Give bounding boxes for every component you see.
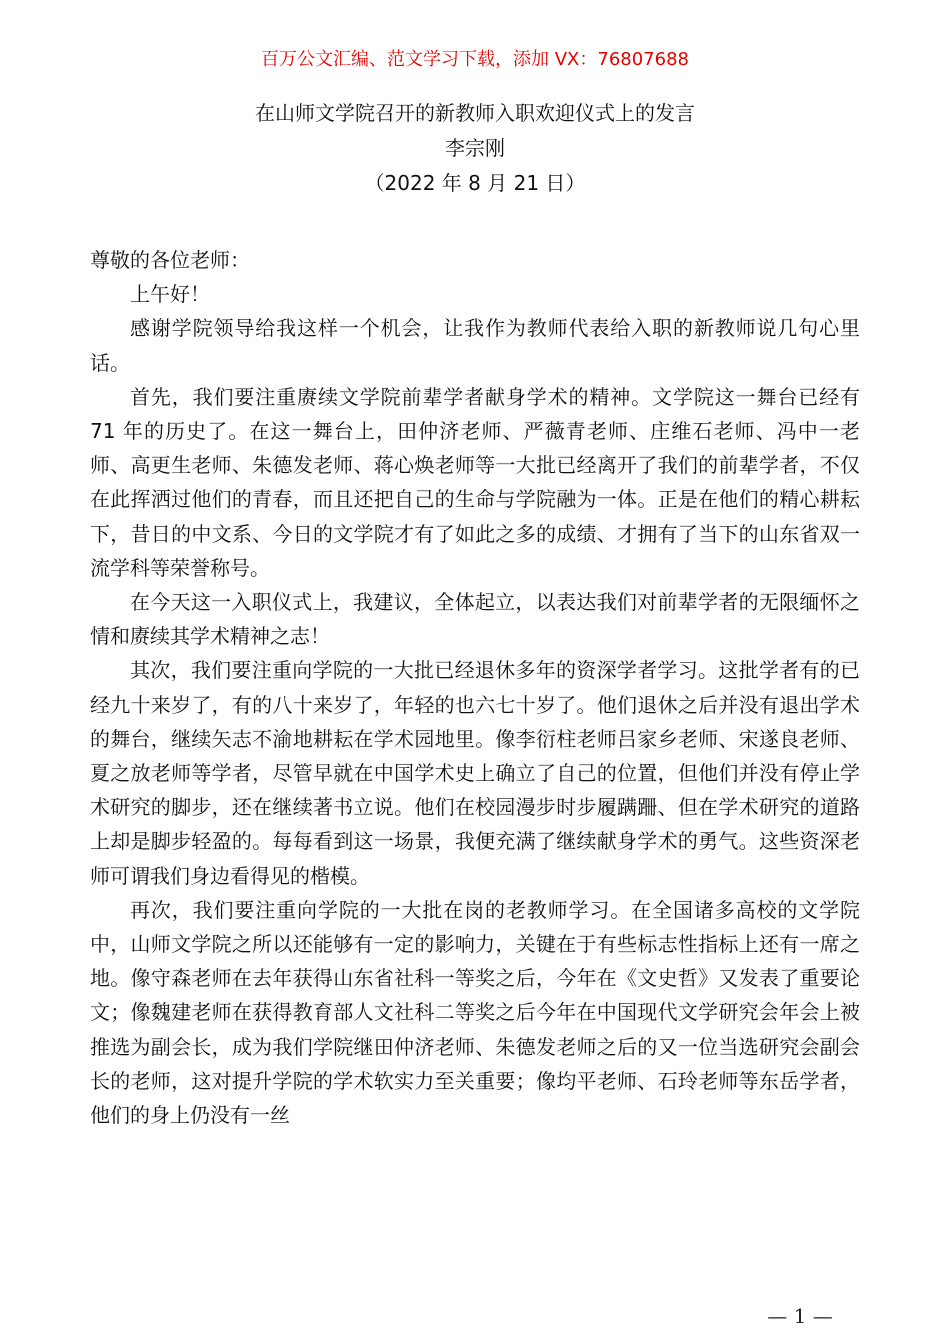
page-number: — 1 — xyxy=(767,1304,833,1328)
document-title: 在山师文学院召开的新教师入职欢迎仪式上的发言 xyxy=(255,101,695,125)
document-body xyxy=(90,243,860,1132)
paragraph-thanks: 感谢学院领导给我这样一个机会，让我作为教师代表给入职的新教师说几句心里话。 xyxy=(90,316,860,375)
paragraph-first-point: 首先，我们要注重赓续文学院前辈学者献身学术的精神。文学院这一舞台已经有 71 年的历史了。在这一舞台上，田仲济老师、严薇青老师、庄维石老师、冯中一老师、高更生老师、朱德发老师、蒋心焕老师等一大批已经离开了我们的前辈学者，不仅在此挥洒过他们的青春，而且还把自己的生命与学院融为一体。正是在他们的精心耕耘下，昔日的中文系、今日的文学院才有了如此之多的成绩、才拥有了当下的山东省双一流学科等荣誉称号。 xyxy=(90,384,860,580)
paragraph-greeting: 上午好！ xyxy=(130,282,210,307)
paragraph-stand-up: 在今天这一入职仪式上，我建议，全体起立，以表达我们对前辈学者的无限缅怀之情和赓续其学术精神之志！ xyxy=(90,590,860,649)
header-banner: 百万公文汇编、范文学习下载，添加 VX：76807688 xyxy=(261,49,689,70)
paragraph-second-point: 其次，我们要注重向学院的一大批已经退休多年的资深学者学习。这批学者有的已经九十来岁了，有的八十来岁了，年轻的也六七十岁了。他们退休之后并没有退出学术的舞台，继续矢志不渝地耕耘在学术园地里。像李衍柱老师吕家乡老师、宋遂良老师、夏之放老师等学者，尽管早就在中国学术史上确立了自己的位置，但他们并没有停止学术研究的脚步，还在继续著书立说。他们在校园漫步时步履蹒跚、但在学术研究的道路上却是脚步轻盈的。每每看到这一场景，我便充满了继续献身学术的勇气。这些资深老师可谓我们身边看得见的楷模。 xyxy=(90,658,860,888)
author-name: 李宗刚 xyxy=(445,136,505,160)
title-block xyxy=(0,96,950,201)
paragraph-third-point: 再次，我们要注重向学院的一大批在岗的老教师学习。在全国诸多高校的文学院中，山师文学院之所以还能够有一定的影响力，关键在于有些标志性指标上还有一席之地。像守森老师在去年获得山东省社科一等奖之后，今年在《文史哲》又发表了重要论文；像魏建老师在获得教育部人文社科二等奖之后今年在中国现代文学研究会年会上被推选为副会长，成为我们学院继田仲济老师、朱德发老师之后的又一位当选研究会副会长的老师，这对提升学院的学术软实力至关重要；像均平老师、石玲老师等东岳学者，他们的身上仍没有一丝 xyxy=(90,897,860,1128)
document-date: （2022 年 8 月 21 日） xyxy=(364,171,586,195)
salutation: 尊敬的各位老师： xyxy=(90,248,250,272)
